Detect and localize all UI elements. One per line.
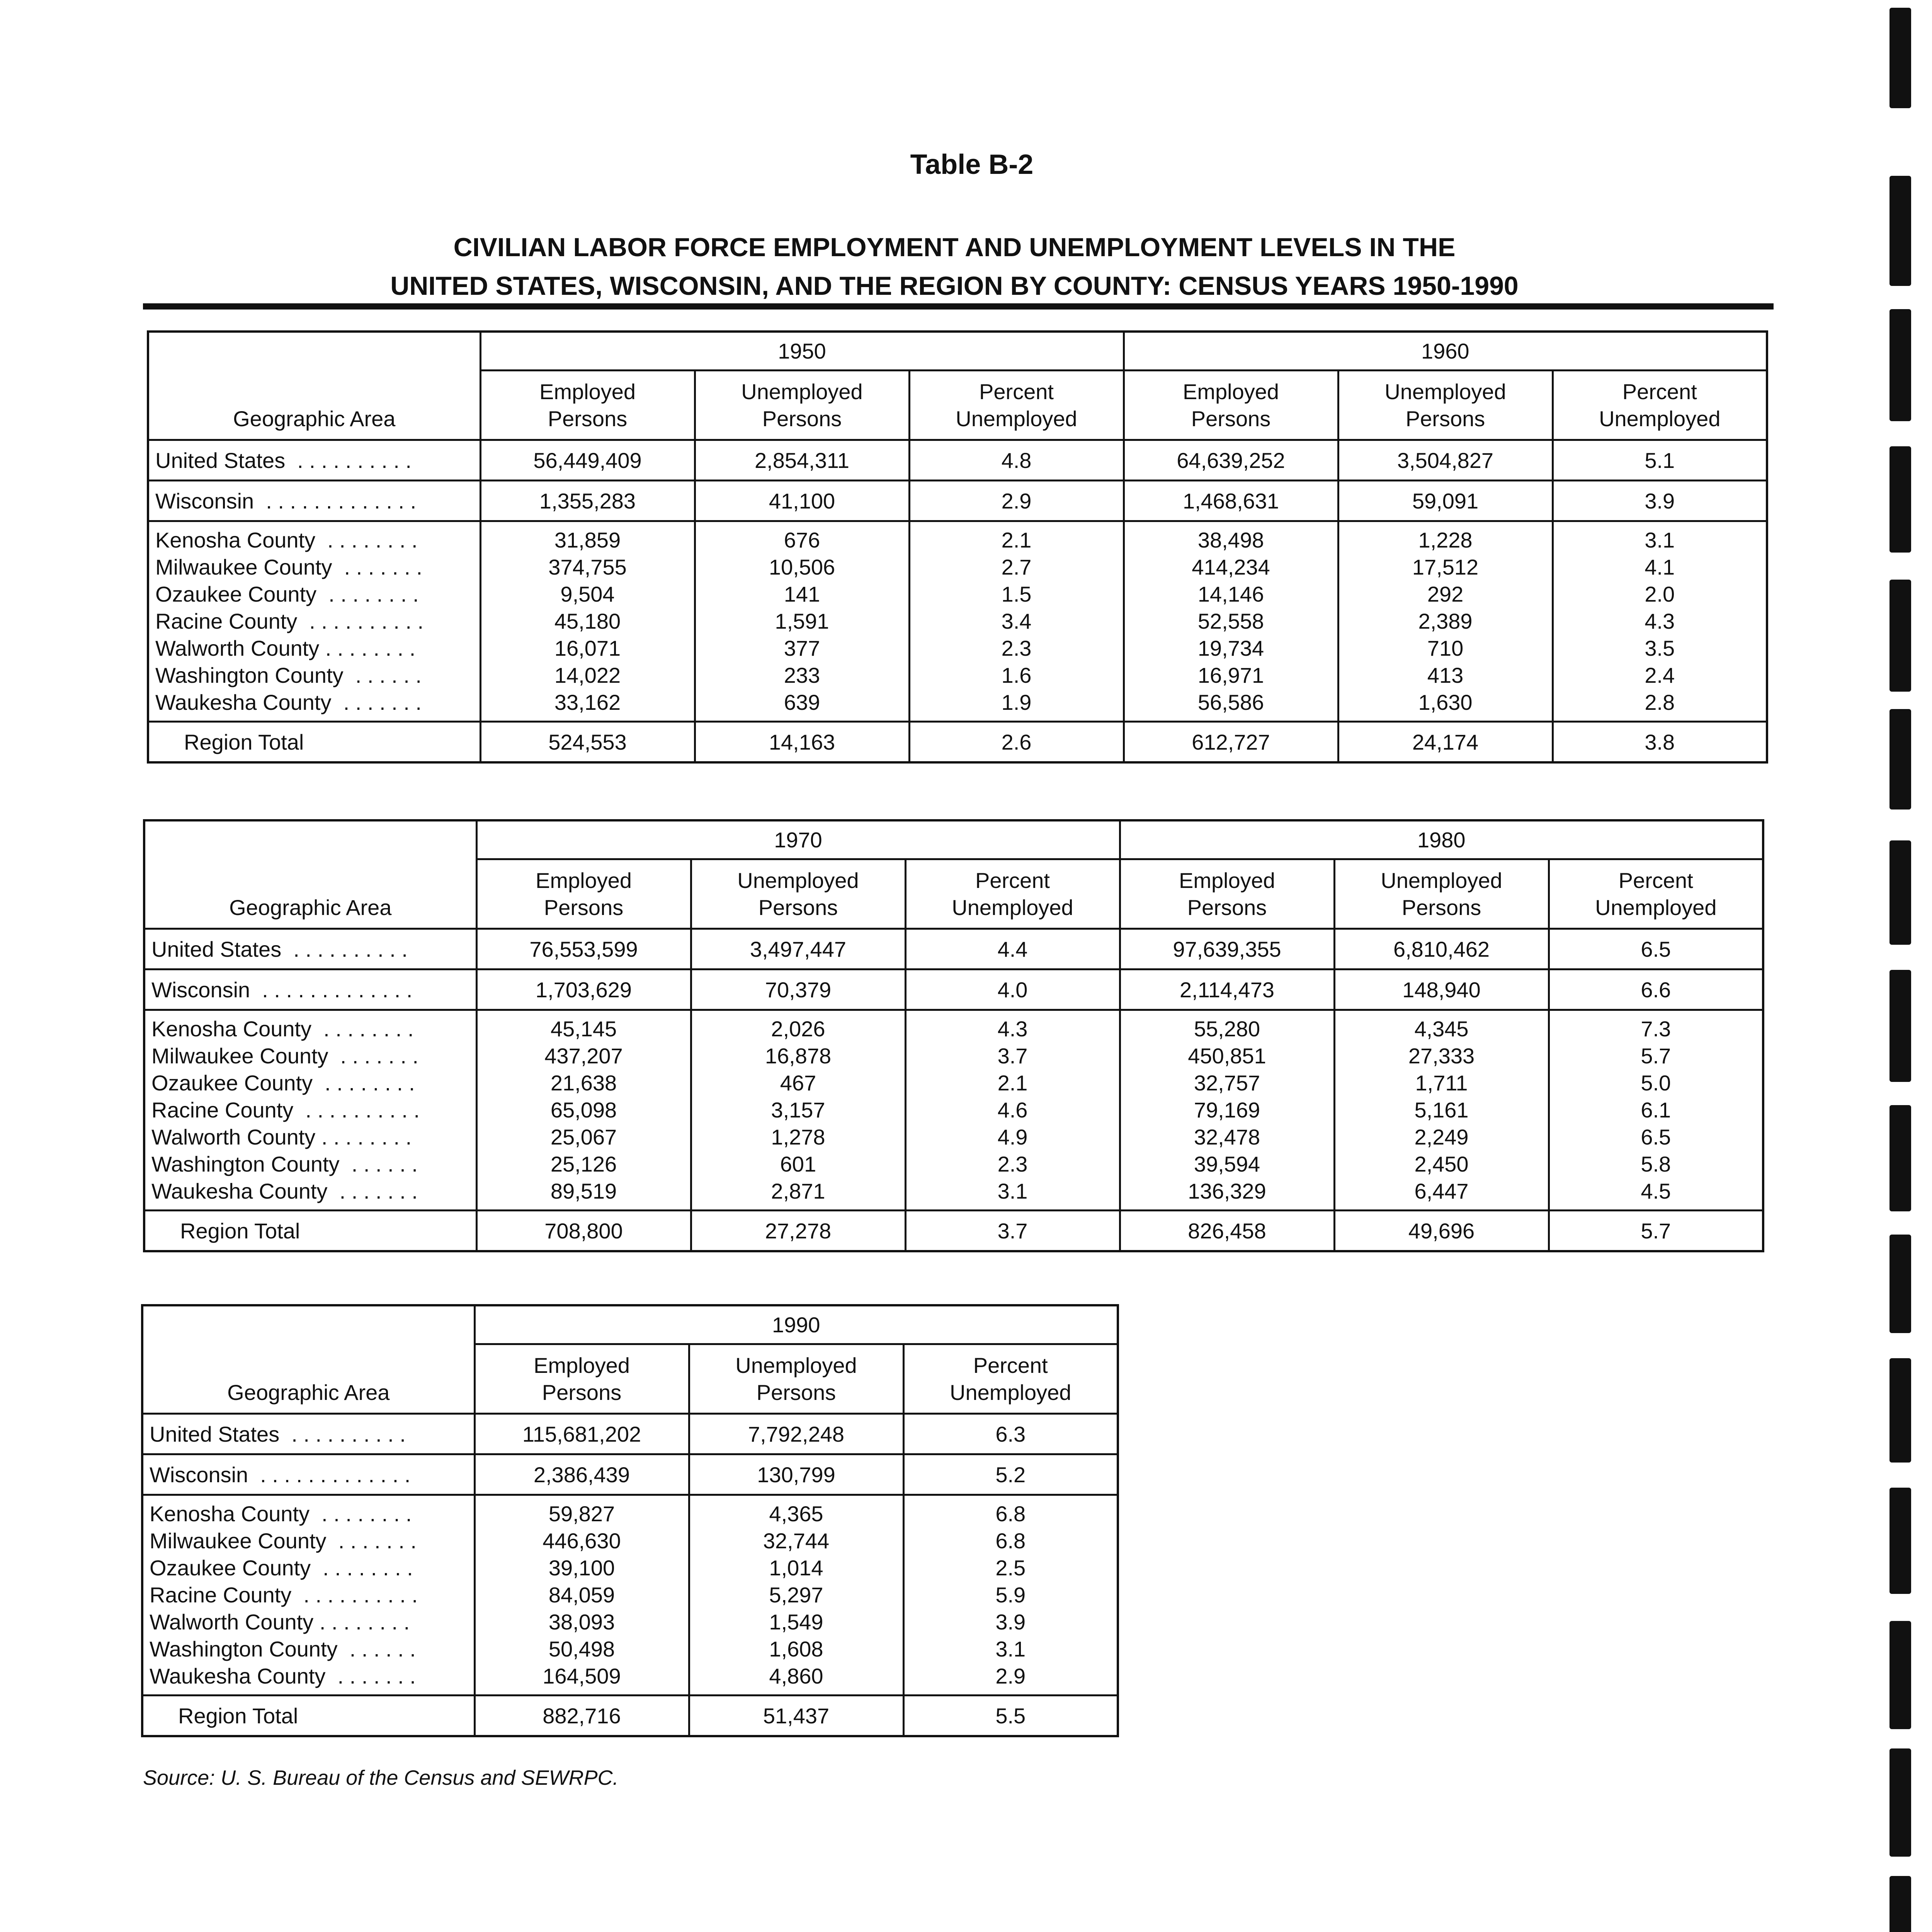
employed-persons-cell: 136,329 — [1120, 1178, 1334, 1211]
county-row — [144, 1043, 1763, 1070]
county-row — [144, 1151, 1763, 1178]
employed-persons-header-line-1: Employed — [535, 868, 632, 893]
unemployed-persons-cell: 467 — [691, 1070, 905, 1097]
employed-persons-cell: 64,639,252 — [1124, 440, 1338, 481]
row-label: Ozaukee County . . . . . . . . — [142, 1554, 474, 1582]
employed-persons-cell: 2,386,439 — [474, 1454, 689, 1495]
percent-unemployed-cell: 2.6 — [909, 722, 1124, 763]
binding-mark — [1889, 1358, 1911, 1463]
row-label: Waukesha County . . . . . . . — [144, 1178, 476, 1211]
binding-mark — [1889, 709, 1911, 810]
unemployed-persons-cell: 2,871 — [691, 1178, 905, 1211]
binding-mark — [1889, 1621, 1911, 1729]
unemployed-persons-cell: 2,450 — [1334, 1151, 1549, 1178]
employed-persons-header-line-1: Employed — [539, 379, 636, 404]
percent-unemployed-header-line-1: Percent — [973, 1353, 1048, 1378]
percent-unemployed-cell: 1.9 — [909, 689, 1124, 722]
percent-unemployed-cell: 2.9 — [903, 1663, 1118, 1696]
row-label: Wisconsin . . . . . . . . . . . . . — [142, 1454, 474, 1495]
unemployed-persons-cell: 3,504,827 — [1338, 440, 1553, 481]
unemployed-persons-cell: 3,157 — [691, 1097, 905, 1124]
percent-unemployed-cell: 2.4 — [1553, 662, 1767, 689]
employed-persons-cell: 2,114,473 — [1120, 969, 1334, 1010]
county-row — [142, 1609, 1118, 1636]
unemployed-persons-cell: 32,744 — [689, 1527, 903, 1554]
percent-unemployed-header-line-2: Unemployed — [1595, 895, 1717, 920]
row-label: Walworth County . . . . . . . . — [144, 1124, 476, 1151]
unemployed-persons-cell: 27,278 — [691, 1211, 905, 1252]
employed-persons-cell: 59,827 — [474, 1495, 689, 1528]
percent-unemployed-header-line-2: Unemployed — [950, 1380, 1071, 1405]
row-label: United States . . . . . . . . . . — [142, 1414, 474, 1454]
binding-mark — [1889, 970, 1911, 1082]
county-row — [142, 1636, 1118, 1663]
unemployed-persons-cell: 17,512 — [1338, 554, 1553, 581]
employed-persons-cell: 446,630 — [474, 1527, 689, 1554]
unemployed-persons-cell: 1,711 — [1334, 1070, 1549, 1097]
region-total-row — [142, 1696, 1118, 1736]
employed-persons-cell: 31,859 — [480, 521, 695, 554]
county-row — [144, 1070, 1763, 1097]
percent-unemployed-cell: 2.8 — [1553, 689, 1767, 722]
employed-persons-cell: 38,093 — [474, 1609, 689, 1636]
unemployed-persons-cell: 4,345 — [1334, 1010, 1549, 1043]
percent-unemployed-cell: 6.5 — [1549, 929, 1763, 969]
employed-persons-cell: 50,498 — [474, 1636, 689, 1663]
percent-unemployed-header — [1549, 859, 1763, 929]
percent-unemployed-header-line-2: Unemployed — [956, 406, 1077, 431]
percent-unemployed-header — [1553, 371, 1767, 440]
unemployed-persons-header-line-2: Persons — [1401, 895, 1481, 920]
employed-persons-cell: 32,478 — [1120, 1124, 1334, 1151]
employed-persons-cell: 374,755 — [480, 554, 695, 581]
year-header: 1970 — [476, 820, 1120, 859]
percent-unemployed-cell: 2.3 — [909, 635, 1124, 662]
unemployed-persons-cell: 49,696 — [1334, 1211, 1549, 1252]
county-row — [142, 1495, 1118, 1528]
employed-persons-cell: 33,162 — [480, 689, 695, 722]
binding-mark — [1889, 1105, 1911, 1211]
employed-persons-header-line-1: Employed — [1183, 379, 1279, 404]
unemployed-persons-cell: 2,249 — [1334, 1124, 1549, 1151]
county-row — [148, 521, 1767, 554]
unemployed-persons-cell: 1,014 — [689, 1554, 903, 1582]
title-rule — [143, 303, 1774, 310]
county-row — [144, 1097, 1763, 1124]
percent-unemployed-cell: 3.1 — [903, 1636, 1118, 1663]
percent-unemployed-cell: 6.3 — [903, 1414, 1118, 1454]
county-row — [148, 689, 1767, 722]
employed-persons-cell: 79,169 — [1120, 1097, 1334, 1124]
percent-unemployed-header-line-1: Percent — [1622, 379, 1697, 404]
employed-persons-cell: 25,067 — [476, 1124, 691, 1151]
percent-unemployed-header — [909, 371, 1124, 440]
unemployed-persons-header-line-1: Unemployed — [741, 379, 863, 404]
binding-mark — [1889, 840, 1911, 945]
employed-persons-cell: 115,681,202 — [474, 1414, 689, 1454]
percent-unemployed-cell: 5.8 — [1549, 1151, 1763, 1178]
percent-unemployed-cell: 4.8 — [909, 440, 1124, 481]
employed-persons-header-line-2: Persons — [1187, 895, 1267, 920]
percent-unemployed-cell: 3.7 — [905, 1211, 1120, 1252]
wisconsin-row — [148, 481, 1767, 521]
employed-persons-cell: 25,126 — [476, 1151, 691, 1178]
binding-mark — [1889, 8, 1911, 108]
percent-unemployed-cell: 5.0 — [1549, 1070, 1763, 1097]
employed-persons-cell: 45,145 — [476, 1010, 691, 1043]
unemployed-persons-cell: 676 — [695, 521, 909, 554]
binding-mark — [1889, 446, 1911, 553]
percent-unemployed-header-line-1: Percent — [1618, 868, 1693, 893]
percent-unemployed-header-line-1: Percent — [979, 379, 1054, 404]
unemployed-persons-cell: 59,091 — [1338, 481, 1553, 521]
united-states-row — [144, 929, 1763, 969]
unemployed-persons-header-line-1: Unemployed — [737, 868, 859, 893]
percent-unemployed-cell: 3.1 — [1553, 521, 1767, 554]
row-label: Waukesha County . . . . . . . — [142, 1663, 474, 1696]
employed-persons-header-line-1: Employed — [533, 1353, 630, 1378]
percent-unemployed-cell: 6.8 — [903, 1527, 1118, 1554]
unemployed-persons-cell: 6,447 — [1334, 1178, 1549, 1211]
percent-unemployed-cell: 2.0 — [1553, 581, 1767, 608]
percent-unemployed-cell: 3.4 — [909, 608, 1124, 635]
unemployed-persons-cell: 51,437 — [689, 1696, 903, 1736]
row-label: Milwaukee County . . . . . . . — [142, 1527, 474, 1554]
unemployed-persons-cell: 2,389 — [1338, 608, 1553, 635]
row-label: Region Total — [142, 1696, 474, 1736]
employed-persons-cell: 164,509 — [474, 1663, 689, 1696]
row-label: Walworth County . . . . . . . . — [142, 1609, 474, 1636]
binding-mark — [1889, 1876, 1911, 1932]
employed-persons-cell: 16,071 — [480, 635, 695, 662]
unemployed-persons-cell: 5,297 — [689, 1582, 903, 1609]
county-row — [142, 1582, 1118, 1609]
percent-unemployed-cell: 2.5 — [903, 1554, 1118, 1582]
percent-unemployed-cell: 5.2 — [903, 1454, 1118, 1495]
employed-persons-cell: 19,734 — [1124, 635, 1338, 662]
row-label: Walworth County . . . . . . . . — [148, 635, 480, 662]
unemployed-persons-cell: 27,333 — [1334, 1043, 1549, 1070]
percent-unemployed-cell: 4.0 — [905, 969, 1120, 1010]
employed-persons-cell: 52,558 — [1124, 608, 1338, 635]
binding-mark — [1889, 176, 1911, 286]
title-line-2: UNITED STATES, WISCONSIN, AND THE REGION BY COUNTY: CENSUS YEARS 1950-1990 — [390, 271, 1519, 301]
employed-persons-header — [474, 1344, 689, 1414]
row-label: Milwaukee County . . . . . . . — [144, 1043, 476, 1070]
unemployed-persons-header — [1334, 859, 1549, 929]
wisconsin-row — [144, 969, 1763, 1010]
percent-unemployed-header — [905, 859, 1120, 929]
unemployed-persons-cell: 130,799 — [689, 1454, 903, 1495]
source-note: Source: U. S. Bureau of the Census and SEWRPC. — [143, 1766, 619, 1789]
employed-persons-cell: 38,498 — [1124, 521, 1338, 554]
percent-unemployed-cell: 6.1 — [1549, 1097, 1763, 1124]
employed-persons-header-line-1: Employed — [1179, 868, 1276, 893]
row-label: Racine County . . . . . . . . . . — [144, 1097, 476, 1124]
region-total-row — [144, 1211, 1763, 1252]
row-label: Region Total — [144, 1211, 476, 1252]
percent-unemployed-cell: 6.6 — [1549, 969, 1763, 1010]
employed-persons-cell: 16,971 — [1124, 662, 1338, 689]
employed-persons-cell: 1,355,283 — [480, 481, 695, 521]
binding-mark — [1889, 309, 1911, 421]
year-header: 1960 — [1124, 332, 1767, 371]
percent-unemployed-cell: 5.5 — [903, 1696, 1118, 1736]
employed-persons-cell: 45,180 — [480, 608, 695, 635]
unemployed-persons-cell: 2,854,311 — [695, 440, 909, 481]
row-label: Waukesha County . . . . . . . — [148, 689, 480, 722]
percent-unemployed-cell: 1.5 — [909, 581, 1124, 608]
county-row — [142, 1663, 1118, 1696]
county-row — [142, 1527, 1118, 1554]
percent-unemployed-cell: 1.6 — [909, 662, 1124, 689]
table-title — [143, 228, 1766, 305]
employed-persons-header — [1124, 371, 1338, 440]
county-row — [148, 581, 1767, 608]
employed-persons-cell: 612,727 — [1124, 722, 1338, 763]
employed-persons-cell: 708,800 — [476, 1211, 691, 1252]
unemployed-persons-cell: 2,026 — [691, 1010, 905, 1043]
year-header: 1950 — [480, 332, 1124, 371]
percent-unemployed-cell: 5.9 — [903, 1582, 1118, 1609]
row-label: Washington County . . . . . . — [148, 662, 480, 689]
row-label: Washington County . . . . . . — [142, 1636, 474, 1663]
binding-mark — [1889, 580, 1911, 692]
employed-persons-header-line-2: Persons — [542, 1380, 622, 1405]
percent-unemployed-header-line-2: Unemployed — [1599, 406, 1721, 431]
geographic-area-header: Geographic Area — [142, 1305, 474, 1414]
county-row — [148, 608, 1767, 635]
row-label: Ozaukee County . . . . . . . . — [148, 581, 480, 608]
row-label: Kenosha County . . . . . . . . — [148, 521, 480, 554]
unemployed-persons-header-line-1: Unemployed — [1384, 379, 1506, 404]
employed-persons-cell: 56,449,409 — [480, 440, 695, 481]
binding-mark — [1889, 1748, 1911, 1857]
unemployed-persons-cell: 1,549 — [689, 1609, 903, 1636]
geographic-area-header: Geographic Area — [148, 332, 480, 440]
region-total-row — [148, 722, 1767, 763]
unemployed-persons-cell: 6,810,462 — [1334, 929, 1549, 969]
unemployed-persons-header-line-2: Persons — [1405, 406, 1485, 431]
employed-persons-cell: 89,519 — [476, 1178, 691, 1211]
row-label: Racine County . . . . . . . . . . — [148, 608, 480, 635]
title-line-1: CIVILIAN LABOR FORCE EMPLOYMENT AND UNEMPLOYMENT LEVELS IN THE — [453, 233, 1456, 262]
unemployed-persons-cell: 233 — [695, 662, 909, 689]
percent-unemployed-cell: 4.4 — [905, 929, 1120, 969]
panel2-table — [143, 819, 1764, 1252]
employed-persons-header-line-2: Persons — [548, 406, 628, 431]
county-row — [142, 1554, 1118, 1582]
percent-unemployed-cell: 4.5 — [1549, 1178, 1763, 1211]
county-row — [144, 1010, 1763, 1043]
row-label: Region Total — [148, 722, 480, 763]
year-header: 1980 — [1120, 820, 1763, 859]
employed-persons-cell: 414,234 — [1124, 554, 1338, 581]
unemployed-persons-header — [1338, 371, 1553, 440]
unemployed-persons-cell: 10,506 — [695, 554, 909, 581]
employed-persons-cell: 437,207 — [476, 1043, 691, 1070]
employed-persons-cell: 21,638 — [476, 1070, 691, 1097]
percent-unemployed-cell: 3.1 — [905, 1178, 1120, 1211]
county-row — [148, 635, 1767, 662]
employed-persons-cell: 76,553,599 — [476, 929, 691, 969]
percent-unemployed-cell: 3.7 — [905, 1043, 1120, 1070]
row-label: Racine County . . . . . . . . . . — [142, 1582, 474, 1609]
percent-unemployed-cell: 2.1 — [905, 1070, 1120, 1097]
percent-unemployed-cell: 4.3 — [1553, 608, 1767, 635]
percent-unemployed-cell: 5.1 — [1553, 440, 1767, 481]
unemployed-persons-header-line-1: Unemployed — [735, 1353, 857, 1378]
employed-persons-cell: 826,458 — [1120, 1211, 1334, 1252]
employed-persons-cell: 14,146 — [1124, 581, 1338, 608]
unemployed-persons-cell: 141 — [695, 581, 909, 608]
unemployed-persons-cell: 1,278 — [691, 1124, 905, 1151]
employed-persons-cell: 84,059 — [474, 1582, 689, 1609]
table-label: Table B-2 — [910, 149, 1034, 180]
employed-persons-cell: 39,594 — [1120, 1151, 1334, 1178]
percent-unemployed-header-line-2: Unemployed — [952, 895, 1073, 920]
row-label: United States . . . . . . . . . . — [144, 929, 476, 969]
unemployed-persons-cell: 70,379 — [691, 969, 905, 1010]
percent-unemployed-cell: 6.5 — [1549, 1124, 1763, 1151]
percent-unemployed-cell: 4.1 — [1553, 554, 1767, 581]
unemployed-persons-cell: 1,630 — [1338, 689, 1553, 722]
employed-persons-cell: 39,100 — [474, 1554, 689, 1582]
row-label: Wisconsin . . . . . . . . . . . . . — [148, 481, 480, 521]
employed-persons-cell: 1,703,629 — [476, 969, 691, 1010]
row-label: Kenosha County . . . . . . . . — [142, 1495, 474, 1528]
employed-persons-cell: 882,716 — [474, 1696, 689, 1736]
unemployed-persons-cell: 4,365 — [689, 1495, 903, 1528]
wisconsin-row — [142, 1454, 1118, 1495]
employed-persons-cell: 32,757 — [1120, 1070, 1334, 1097]
employed-persons-cell: 65,098 — [476, 1097, 691, 1124]
employed-persons-cell: 97,639,355 — [1120, 929, 1334, 969]
binding-mark — [1889, 1235, 1911, 1333]
row-label: Kenosha County . . . . . . . . — [144, 1010, 476, 1043]
unemployed-persons-cell: 292 — [1338, 581, 1553, 608]
percent-unemployed-cell: 3.9 — [1553, 481, 1767, 521]
unemployed-persons-cell: 377 — [695, 635, 909, 662]
row-label: Wisconsin . . . . . . . . . . . . . — [144, 969, 476, 1010]
percent-unemployed-cell: 4.9 — [905, 1124, 1120, 1151]
unemployed-persons-cell: 639 — [695, 689, 909, 722]
unemployed-persons-header-line-1: Unemployed — [1381, 868, 1502, 893]
percent-unemployed-header-line-1: Percent — [975, 868, 1050, 893]
row-label: Milwaukee County . . . . . . . — [148, 554, 480, 581]
employed-persons-header-line-2: Persons — [544, 895, 624, 920]
unemployed-persons-cell: 24,174 — [1338, 722, 1553, 763]
unemployed-persons-cell: 1,591 — [695, 608, 909, 635]
employed-persons-cell: 56,586 — [1124, 689, 1338, 722]
unemployed-persons-cell: 14,163 — [695, 722, 909, 763]
binding-mark — [1889, 1488, 1911, 1594]
employed-persons-header — [476, 859, 691, 929]
unemployed-persons-cell: 4,860 — [689, 1663, 903, 1696]
unemployed-persons-header-line-2: Persons — [762, 406, 842, 431]
unemployed-persons-cell: 710 — [1338, 635, 1553, 662]
geographic-area-header: Geographic Area — [144, 820, 476, 929]
unemployed-persons-cell: 7,792,248 — [689, 1414, 903, 1454]
percent-unemployed-cell: 2.1 — [909, 521, 1124, 554]
unemployed-persons-header — [695, 371, 909, 440]
county-row — [148, 554, 1767, 581]
unemployed-persons-header — [691, 859, 905, 929]
unemployed-persons-cell: 1,608 — [689, 1636, 903, 1663]
percent-unemployed-cell: 2.3 — [905, 1151, 1120, 1178]
unemployed-persons-cell: 601 — [691, 1151, 905, 1178]
percent-unemployed-cell: 3.9 — [903, 1609, 1118, 1636]
unemployed-persons-cell: 3,497,447 — [691, 929, 905, 969]
year-header: 1990 — [474, 1305, 1118, 1344]
percent-unemployed-cell: 5.7 — [1549, 1211, 1763, 1252]
percent-unemployed-cell: 3.5 — [1553, 635, 1767, 662]
unemployed-persons-cell: 16,878 — [691, 1043, 905, 1070]
employed-persons-header-line-2: Persons — [1191, 406, 1271, 431]
percent-unemployed-cell: 4.3 — [905, 1010, 1120, 1043]
row-label: United States . . . . . . . . . . — [148, 440, 480, 481]
employed-persons-cell: 55,280 — [1120, 1010, 1334, 1043]
percent-unemployed-header — [903, 1344, 1118, 1414]
unemployed-persons-header-line-2: Persons — [758, 895, 838, 920]
employed-persons-cell: 524,553 — [480, 722, 695, 763]
panel1-table — [147, 330, 1768, 764]
county-row — [144, 1124, 1763, 1151]
percent-unemployed-cell: 2.9 — [909, 481, 1124, 521]
unemployed-persons-cell: 1,228 — [1338, 521, 1553, 554]
unemployed-persons-cell: 413 — [1338, 662, 1553, 689]
unemployed-persons-cell: 148,940 — [1334, 969, 1549, 1010]
percent-unemployed-cell: 5.7 — [1549, 1043, 1763, 1070]
united-states-row — [142, 1414, 1118, 1454]
percent-unemployed-cell: 7.3 — [1549, 1010, 1763, 1043]
employed-persons-cell: 450,851 — [1120, 1043, 1334, 1070]
employed-persons-cell: 9,504 — [480, 581, 695, 608]
percent-unemployed-cell: 2.7 — [909, 554, 1124, 581]
percent-unemployed-cell: 6.8 — [903, 1495, 1118, 1528]
employed-persons-header — [480, 371, 695, 440]
unemployed-persons-header — [689, 1344, 903, 1414]
employed-persons-header — [1120, 859, 1334, 929]
row-label: Ozaukee County . . . . . . . . — [144, 1070, 476, 1097]
percent-unemployed-cell: 4.6 — [905, 1097, 1120, 1124]
row-label: Washington County . . . . . . — [144, 1151, 476, 1178]
county-row — [144, 1178, 1763, 1211]
employed-persons-cell: 1,468,631 — [1124, 481, 1338, 521]
united-states-row — [148, 440, 1767, 481]
unemployed-persons-cell: 5,161 — [1334, 1097, 1549, 1124]
percent-unemployed-cell: 3.8 — [1553, 722, 1767, 763]
county-row — [148, 662, 1767, 689]
panel3-table — [141, 1304, 1119, 1737]
unemployed-persons-header-line-2: Persons — [756, 1380, 836, 1405]
unemployed-persons-cell: 41,100 — [695, 481, 909, 521]
employed-persons-cell: 14,022 — [480, 662, 695, 689]
